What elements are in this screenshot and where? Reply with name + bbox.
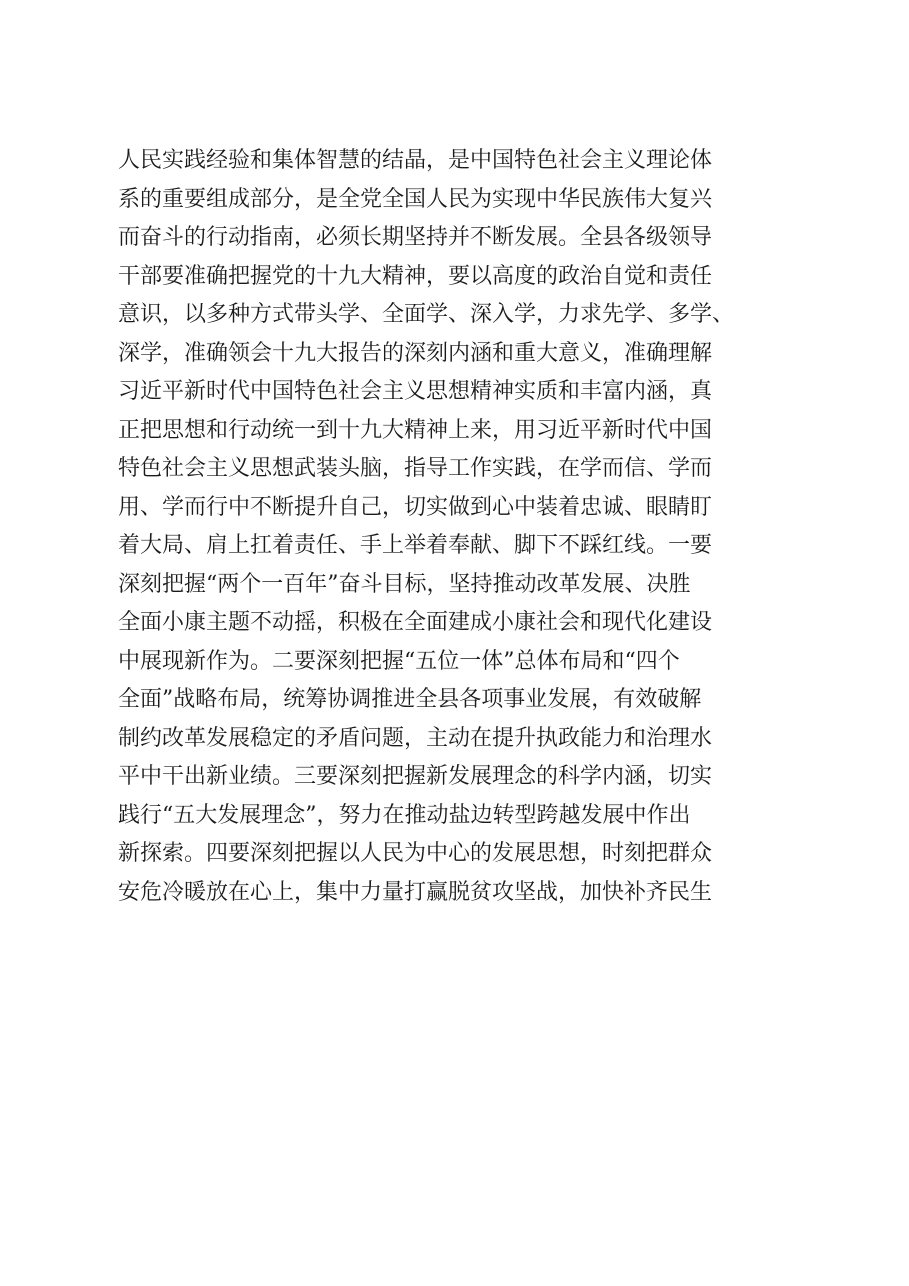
text-line: 践行“五大发展理念”，努力在推动盐边转型跨越发展中作出: [118, 802, 691, 828]
text-line: 深学，准确领会十九大报告的深刻内涵和重大意义，准确理解: [118, 340, 713, 366]
text-line: 全面”战略布局，统筹协调推进全县各项事业发展，有效破解: [118, 687, 702, 712]
text-line: 系的重要组成部分，是全党全国人民为实现中华民族伟大复兴: [118, 186, 713, 212]
text-line: 正把思想和行动统一到十九大精神上来，用习近平新时代中国: [118, 417, 713, 443]
body-paragraph: [118, 142, 800, 912]
text-line: 意识，以多种方式带头学、全面学、深入学，力求先学、多学、: [118, 302, 735, 327]
text-line: 安危冷暖放在心上，集中力量打赢脱贫攻坚战，加快补齐民生: [118, 879, 713, 905]
text-line: 干部要准确把握党的十九大精神，要以高度的政治自觉和责任: [118, 263, 713, 289]
text-line: 平中干出新业绩。三要深刻把握新发展理念的科学内涵，切实: [118, 764, 713, 789]
text-line: 特色社会主义思想武装头脑，指导工作实践，在学而信、学而: [118, 456, 713, 481]
text-line: 新探索。四要深刻把握以人民为中心的发展思想，时刻把群众: [118, 841, 713, 866]
text-line: 而奋斗的行动指南，必须长期坚持并不断发展。全县各级领导: [118, 225, 713, 250]
text-line: 全面小康主题不动摇，积极在全面建成小康社会和现代化建设: [118, 610, 713, 635]
text-line: 用、学而行中不断提升自己，切实做到心中装着忠诚、眼睛盯: [118, 494, 713, 520]
text-line: 着大局、肩上扛着责任、手上举着奉献、脚下不踩红线。一要: [118, 533, 713, 558]
text-line: 深刻把握“两个一百年”奋斗目标，坚持推动改革发展、决胜: [118, 571, 691, 597]
text-line: 中展现新作为。二要深刻把握“五位一体”总体布局和“四个: [118, 648, 680, 674]
text-line: 习近平新时代中国特色社会主义思想精神实质和丰富内涵，真: [118, 379, 713, 404]
text-line: 人民实践经验和集体智慧的结晶，是中国特色社会主义理论体: [118, 148, 713, 173]
text-line: 制约改革发展稳定的矛盾问题，主动在提升执政能力和治理水: [118, 725, 713, 751]
